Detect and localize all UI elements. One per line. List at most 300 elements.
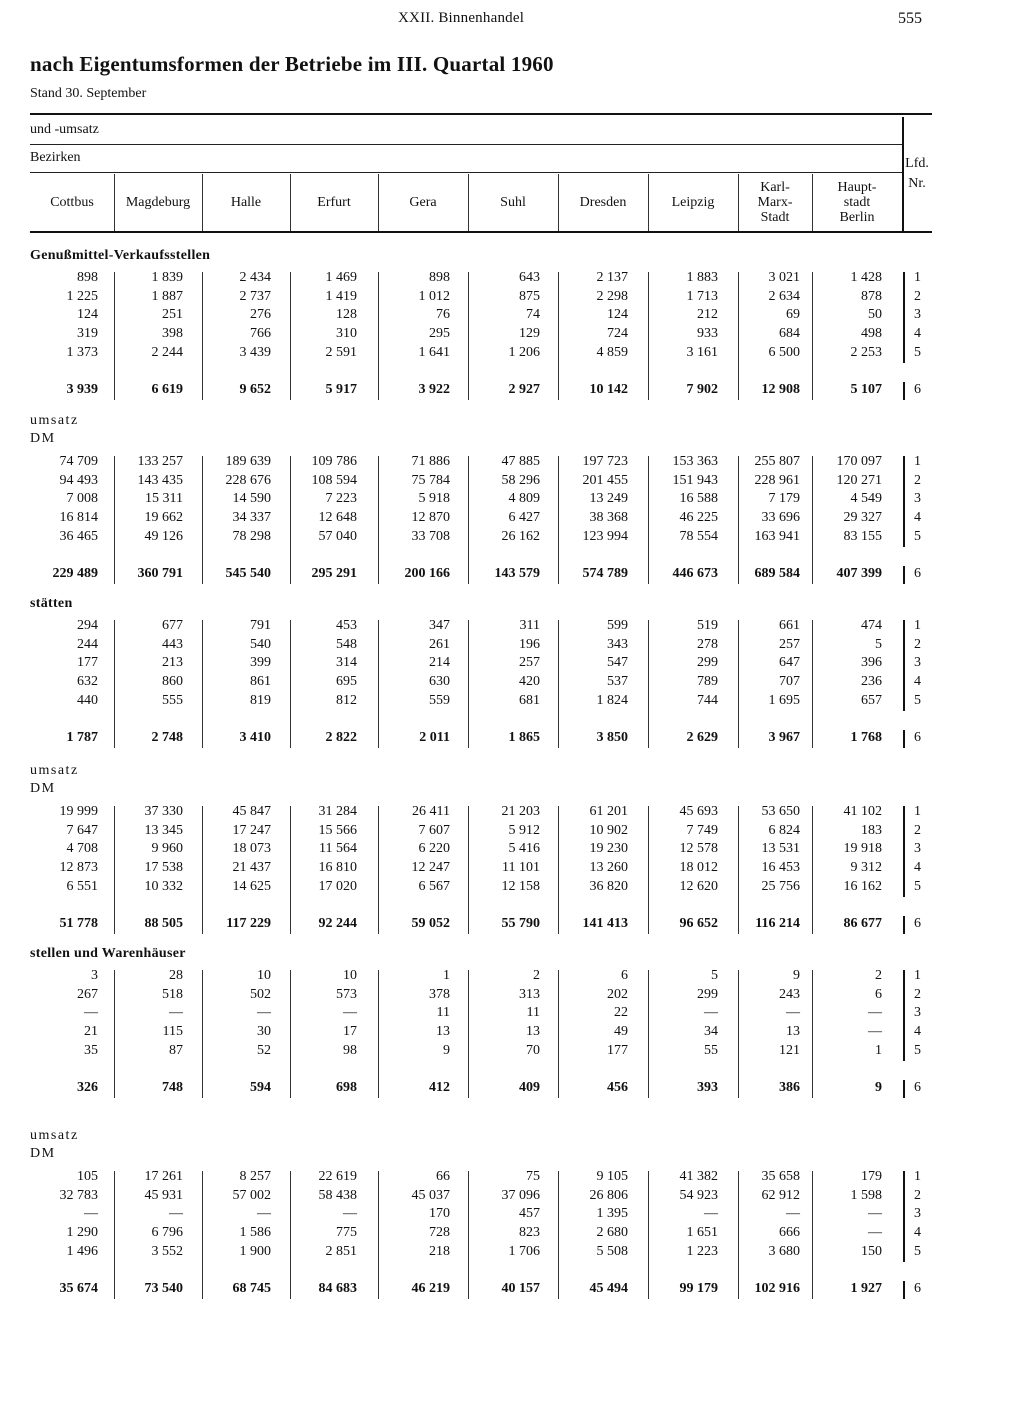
page-number: 555 (898, 10, 922, 27)
table-cell: 9 (443, 1042, 450, 1058)
column-divider (648, 174, 649, 231)
table-cell: 1 223 (686, 1243, 718, 1259)
table-cell: 2 927 (508, 381, 540, 397)
table-cell: 295 (429, 326, 450, 342)
table-cell: 860 (162, 674, 183, 690)
column-divider (114, 456, 115, 584)
table-cell: 108 594 (311, 472, 357, 488)
table-cell: 8 257 (239, 1169, 271, 1184)
table-cell: 310 (336, 326, 357, 342)
row-number: 4 (914, 1024, 921, 1040)
table-cell: 457 (519, 1206, 540, 1222)
section-subtitle: umsatz (30, 413, 79, 428)
table-cell: 87 (169, 1042, 183, 1058)
table-cell: 69 (786, 307, 800, 323)
table-cell: 55 (704, 1042, 718, 1058)
column-divider (202, 456, 203, 584)
table-cell: 68 745 (232, 1280, 271, 1296)
table-cell: 31 284 (318, 804, 357, 819)
table-cell: 519 (697, 618, 718, 633)
table-cell: 143 435 (137, 472, 183, 488)
table-cell: 150 (861, 1243, 882, 1259)
table-cell: 875 (519, 288, 540, 304)
column-divider (558, 1171, 559, 1299)
table-cell: 16 810 (318, 860, 357, 876)
column-divider (738, 970, 739, 1098)
table-cell: 6 (875, 986, 882, 1002)
table-cell: 2 (533, 968, 540, 983)
table-cell: — (704, 1206, 718, 1222)
table-cell: 314 (336, 655, 357, 671)
table-cell: 537 (607, 674, 628, 690)
table-cell: 38 368 (589, 510, 628, 526)
column-divider (648, 1171, 649, 1299)
table-cell: 728 (429, 1225, 450, 1241)
table-cell: 819 (250, 692, 271, 708)
table-cell: 53 650 (761, 804, 800, 819)
table-cell: 88 505 (144, 915, 183, 931)
row-number: 3 (914, 1206, 921, 1222)
table-cell: 630 (429, 674, 450, 690)
table-cell: 214 (429, 655, 450, 671)
row-number: 1 (914, 270, 921, 285)
table-cell: 7 749 (686, 822, 718, 838)
table-cell: 2 591 (325, 344, 357, 360)
table-cell: 399 (250, 655, 271, 671)
table-cell: 689 584 (754, 565, 800, 581)
table-cell: 16 162 (843, 878, 882, 894)
table-cell: 547 (607, 655, 628, 671)
table-cell: 409 (519, 1079, 540, 1095)
row-number: 1 (914, 618, 921, 633)
table-cell: 295 291 (311, 565, 357, 581)
table-cell: 41 102 (843, 804, 882, 819)
header-rule (30, 144, 902, 145)
table-cell: 695 (336, 674, 357, 690)
table-cell: 3 410 (239, 729, 271, 745)
lfd-bar (903, 566, 905, 584)
table-cell: 10 902 (589, 822, 628, 838)
column-divider (738, 620, 739, 748)
column-divider (558, 620, 559, 748)
row-number: 6 (914, 565, 921, 581)
row-number: 1 (914, 968, 921, 983)
table-cell: 11 564 (319, 841, 357, 857)
column-divider (648, 970, 649, 1098)
table-cell: 518 (162, 986, 183, 1002)
table-cell: 5 918 (418, 491, 450, 507)
table-cell: 294 (77, 618, 98, 633)
table-cell: — (343, 1005, 357, 1021)
table-cell: 170 097 (836, 454, 882, 469)
column-header: Cottbus (50, 194, 94, 210)
table-cell: 14 625 (232, 878, 271, 894)
table-cell: 681 (519, 692, 540, 708)
table-cell: 3 967 (768, 729, 800, 745)
lfd-nr-header: Lfd. Nr. (905, 156, 929, 191)
table-cell: 1 496 (66, 1243, 98, 1259)
table-cell: 129 (519, 326, 540, 342)
page-title: nach Eigentumsformen der Betriebe im III. Quartal 1960 (30, 52, 554, 76)
table-cell: 474 (861, 618, 882, 633)
table-cell: 632 (77, 674, 98, 690)
table-cell: 18 073 (232, 841, 271, 857)
column-divider (378, 970, 379, 1098)
table-cell: 3 552 (151, 1243, 183, 1259)
table-cell: 812 (336, 692, 357, 708)
table-cell: 1 373 (66, 344, 98, 360)
table-cell: 255 807 (754, 454, 800, 469)
column-divider (290, 806, 291, 934)
table-cell: 647 (779, 655, 800, 671)
header-rule (30, 172, 902, 173)
table-cell: 70 (526, 1042, 540, 1058)
table-cell: 229 489 (52, 565, 98, 581)
table-cell: — (786, 1206, 800, 1222)
table-cell: 7 607 (418, 822, 450, 838)
column-divider (558, 456, 559, 584)
table-cell: 1 651 (686, 1225, 718, 1241)
table-cell: 4 549 (850, 491, 882, 507)
table-cell: 343 (607, 636, 628, 652)
table-cell: 33 708 (411, 528, 450, 544)
table-cell: 4 809 (508, 491, 540, 507)
table-cell: 11 (436, 1005, 450, 1021)
table-cell: 684 (779, 326, 800, 342)
table-cell: 86 677 (843, 915, 882, 931)
table-cell: 407 399 (836, 565, 882, 581)
table-cell: 12 578 (679, 841, 718, 857)
table-cell: 17 020 (318, 878, 357, 894)
table-cell: — (868, 1005, 882, 1021)
table-cell: 75 784 (411, 472, 450, 488)
section-title: Genußmittel-Verkaufsstellen (30, 248, 211, 263)
table-cell: 2 298 (596, 288, 628, 304)
table-cell: 16 814 (59, 510, 98, 526)
table-cell: 3 (91, 968, 98, 983)
table-cell: 456 (607, 1079, 628, 1095)
table-cell: 45 847 (232, 804, 271, 819)
column-divider (468, 620, 469, 748)
column-divider (290, 970, 291, 1098)
section-subtitle: DM (30, 781, 56, 796)
table-cell: 898 (429, 270, 450, 285)
table-cell: 7 902 (686, 381, 718, 397)
table-cell: 177 (607, 1042, 628, 1058)
row-number: 3 (914, 841, 921, 857)
row-number: 5 (914, 692, 921, 708)
table-cell: 183 (861, 822, 882, 838)
table-cell: 502 (250, 986, 271, 1002)
table-cell: 94 493 (59, 472, 98, 488)
table-cell: 37 330 (144, 804, 183, 819)
table-cell: 12 873 (59, 860, 98, 876)
row-number: 2 (914, 288, 921, 304)
table-cell: 50 (868, 307, 882, 323)
table-cell: 98 (343, 1042, 357, 1058)
table-cell: 133 257 (137, 454, 183, 469)
row-number: 4 (914, 860, 921, 876)
column-divider (738, 806, 739, 934)
table-cell: 9 (793, 968, 800, 983)
row-number: 6 (914, 381, 921, 397)
table-cell: 21 (84, 1024, 98, 1040)
table-cell: 1 887 (151, 288, 183, 304)
table-cell: 3 680 (768, 1243, 800, 1259)
row-number: 5 (914, 878, 921, 894)
table-cell: 18 012 (679, 860, 718, 876)
table-cell: 14 590 (232, 491, 271, 507)
section-subtitle: DM (30, 431, 56, 446)
table-cell: 124 (607, 307, 628, 323)
column-divider (290, 620, 291, 748)
table-cell: 151 943 (672, 472, 718, 488)
table-cell: 5 917 (325, 381, 357, 397)
table-cell: 179 (861, 1169, 882, 1184)
table-cell: 73 540 (144, 1280, 183, 1296)
table-cell: 9 312 (850, 860, 882, 876)
table-cell: 153 363 (672, 454, 718, 469)
column-divider (558, 272, 559, 400)
table-cell: 2 737 (239, 288, 271, 304)
table-cell: 1 419 (325, 288, 357, 304)
column-divider (812, 806, 813, 934)
table-cell: 49 126 (144, 528, 183, 544)
table-cell: 1 225 (66, 288, 98, 304)
table-cell: 313 (519, 986, 540, 1002)
table-cell: 319 (77, 326, 98, 342)
table-cell: 545 540 (225, 565, 271, 581)
column-divider (114, 272, 115, 400)
table-cell: 4 708 (66, 841, 98, 857)
table-cell: 32 783 (59, 1187, 98, 1203)
table-cell: 13 260 (589, 860, 628, 876)
column-divider (558, 806, 559, 934)
table-cell: 2 629 (686, 729, 718, 745)
table-cell: 29 327 (843, 510, 882, 526)
table-cell: 41 382 (679, 1169, 718, 1184)
column-divider (738, 456, 739, 584)
table-cell: 657 (861, 692, 882, 708)
section-subtitle: umsatz (30, 763, 79, 778)
table-cell: 2 244 (151, 344, 183, 360)
table-cell: — (704, 1005, 718, 1021)
table-cell: 257 (519, 655, 540, 671)
table-cell: 16 453 (761, 860, 800, 876)
column-divider (290, 456, 291, 584)
table-cell: 2 (875, 968, 882, 983)
table-cell: 19 662 (144, 510, 183, 526)
table-cell: 4 859 (596, 344, 628, 360)
table-cell: 228 961 (754, 472, 800, 488)
table-cell: 10 332 (144, 878, 183, 894)
column-divider (648, 272, 649, 400)
table-cell: 278 (697, 636, 718, 652)
table-cell: 58 438 (318, 1187, 357, 1203)
table-cell: 698 (336, 1079, 357, 1095)
column-divider (648, 620, 649, 748)
table-cell: 933 (697, 326, 718, 342)
row-number: 5 (914, 528, 921, 544)
table-cell: 13 249 (589, 491, 628, 507)
table-cell: 202 (607, 986, 628, 1002)
table-cell: 17 538 (144, 860, 183, 876)
row-number: 1 (914, 1169, 921, 1184)
table-cell: 243 (779, 986, 800, 1002)
column-divider (812, 620, 813, 748)
column-header: Karl- Marx- Stadt (757, 179, 793, 225)
table-cell: 36 820 (589, 878, 628, 894)
table-cell: 1 706 (508, 1243, 540, 1259)
table-cell: 124 (77, 307, 98, 323)
table-cell: 62 912 (761, 1187, 800, 1203)
table-cell: 398 (162, 326, 183, 342)
table-cell: 40 157 (501, 1280, 540, 1296)
table-cell: 1 206 (508, 344, 540, 360)
table-cell: — (868, 1024, 882, 1040)
table-cell: 1 883 (686, 270, 718, 285)
lfd-bar (903, 1281, 905, 1299)
section-title: stätten (30, 596, 73, 611)
table-cell: 213 (162, 655, 183, 671)
row-number: 4 (914, 326, 921, 342)
row-number: 6 (914, 1079, 921, 1095)
table-cell: 396 (861, 655, 882, 671)
table-cell: 30 (257, 1024, 271, 1040)
table-cell: 105 (77, 1169, 98, 1184)
table-cell: 83 155 (843, 528, 882, 544)
table-cell: 11 (526, 1005, 540, 1021)
table-cell: 573 (336, 986, 357, 1002)
table-cell: 45 931 (144, 1187, 183, 1203)
table-cell: 251 (162, 307, 183, 323)
table-cell: 9 105 (596, 1169, 628, 1184)
column-divider (558, 970, 559, 1098)
table-cell: 34 337 (232, 510, 271, 526)
row-number: 4 (914, 1225, 921, 1241)
table-cell: 128 (336, 307, 357, 323)
table-cell: 45 037 (411, 1187, 450, 1203)
table-cell: 775 (336, 1225, 357, 1241)
table-cell: 6 220 (418, 841, 450, 857)
table-cell: 170 (429, 1206, 450, 1222)
table-cell: 12 648 (318, 510, 357, 526)
table-cell: 12 247 (411, 860, 450, 876)
table-cell: 677 (162, 618, 183, 633)
table-cell: — (343, 1206, 357, 1222)
table-cell: 1 (875, 1042, 882, 1058)
table-cell: 3 161 (686, 344, 718, 360)
table-cell: 84 683 (318, 1280, 357, 1296)
table-cell: 386 (779, 1079, 800, 1095)
table-cell: 13 (526, 1024, 540, 1040)
table-cell: 17 (343, 1024, 357, 1040)
table-cell: 189 639 (225, 454, 271, 469)
table-cell: 54 923 (679, 1187, 718, 1203)
table-cell: 1 695 (768, 692, 800, 708)
column-header: Gera (409, 194, 437, 210)
table-cell: 1 787 (66, 729, 98, 745)
column-divider (290, 174, 291, 231)
table-cell: 196 (519, 636, 540, 652)
table-cell: 19 230 (589, 841, 628, 857)
table-cell: 228 676 (225, 472, 271, 488)
table-cell: 5 107 (850, 381, 882, 397)
table-cell: 236 (861, 674, 882, 690)
section-subtitle: DM (30, 1146, 56, 1161)
lfd-bar (903, 916, 905, 934)
column-divider (378, 272, 379, 400)
table-cell: 49 (614, 1024, 628, 1040)
page-subtitle: Stand 30. September (30, 86, 147, 101)
running-head (0, 10, 1024, 30)
table-cell: 9 652 (239, 381, 271, 397)
table-cell: 2 137 (596, 270, 628, 285)
column-header: Halle (230, 194, 262, 210)
column-divider (468, 272, 469, 400)
column-divider (202, 806, 203, 934)
table-cell: 74 (526, 307, 540, 323)
table-cell: 15 311 (145, 491, 183, 507)
table-cell: 15 566 (318, 822, 357, 838)
table-cell: 2 680 (596, 1225, 628, 1241)
table-cell: 540 (250, 636, 271, 652)
table-cell: 707 (779, 674, 800, 690)
table-cell: 36 465 (59, 528, 98, 544)
table-cell: 46 225 (679, 510, 718, 526)
column-divider (812, 174, 813, 231)
row-number: 3 (914, 655, 921, 671)
table-cell: 35 (84, 1042, 98, 1058)
row-number: 4 (914, 510, 921, 526)
lfd-bar (903, 620, 905, 711)
column-divider (378, 174, 379, 231)
table-cell: 58 296 (501, 472, 540, 488)
table-cell: 6 824 (768, 822, 800, 838)
column-divider (738, 1171, 739, 1299)
table-cell: 1 469 (325, 270, 357, 285)
table-cell: 11 101 (502, 860, 540, 876)
chapter-title: XXII. Binnenhandel (398, 10, 525, 26)
table-cell: 661 (779, 618, 800, 633)
table-cell: 6 (621, 968, 628, 983)
table-cell: 548 (336, 636, 357, 652)
table-cell: 177 (77, 655, 98, 671)
table-cell: 74 709 (59, 454, 98, 469)
column-divider (648, 456, 649, 584)
table-cell: 347 (429, 618, 450, 633)
table-cell: 55 790 (501, 915, 540, 931)
table-cell: 141 413 (582, 915, 628, 931)
table-cell: 1 395 (596, 1206, 628, 1222)
row-number: 2 (914, 986, 921, 1002)
column-divider (114, 970, 115, 1098)
column-header: Erfurt (317, 194, 351, 210)
table-cell: 197 723 (582, 454, 628, 469)
row-number: 3 (914, 1005, 921, 1021)
table-cell: 19 999 (59, 804, 98, 819)
table-cell: 117 229 (226, 915, 271, 931)
column-divider (114, 1171, 115, 1299)
table-cell: 17 247 (232, 822, 271, 838)
table-cell: 5 912 (508, 822, 540, 838)
lfd-bar (903, 456, 905, 547)
table-cell: 412 (429, 1079, 450, 1095)
column-divider (648, 806, 649, 934)
table-cell: 78 298 (232, 528, 271, 544)
table-cell: 898 (77, 270, 98, 285)
table-cell: 33 696 (761, 510, 800, 526)
